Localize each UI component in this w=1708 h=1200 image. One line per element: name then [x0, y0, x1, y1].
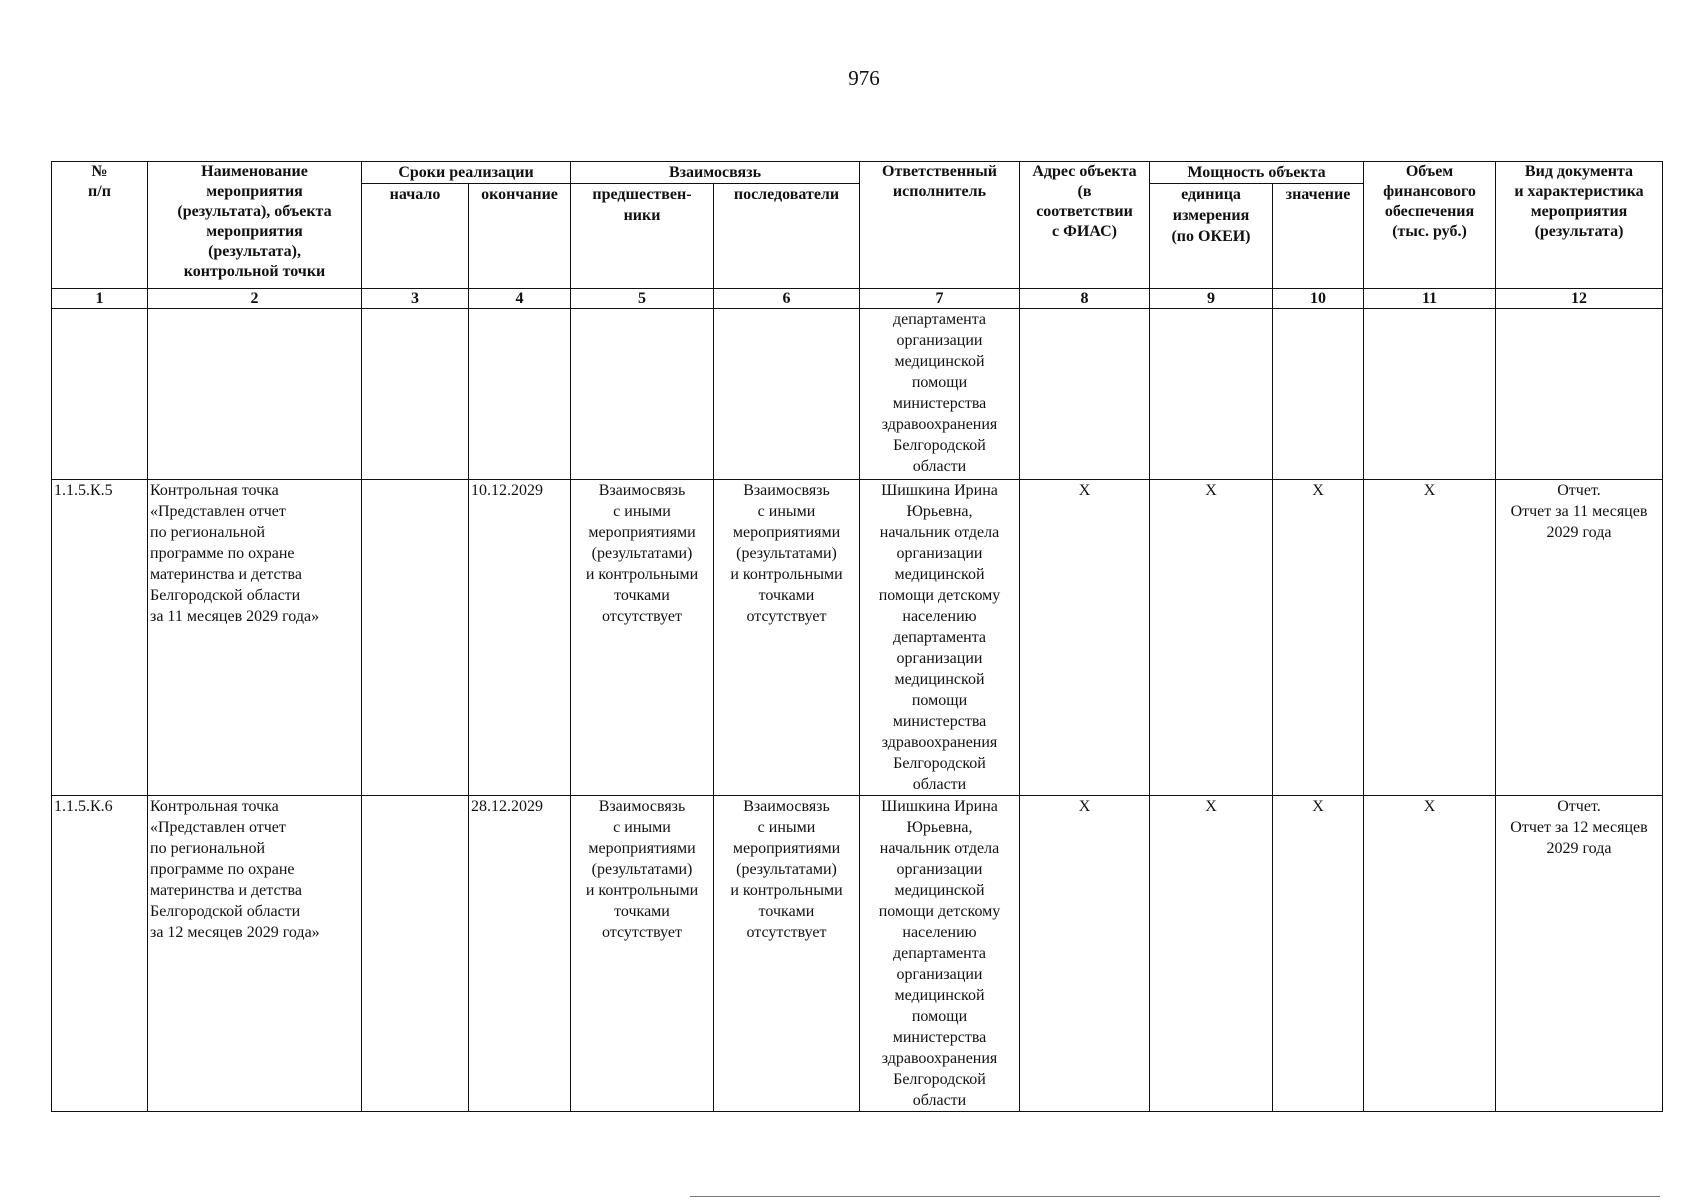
cell-doc-type: Отчет. Отчет за 12 месяцев 2029 года [1496, 796, 1663, 1112]
header-doc-type: Вид документа и характеристика мероприятия (результата) [1496, 162, 1663, 289]
cell-responsible: Шишкина Ирина Юрьевна, начальник отдела организации медицинской помощи детскому населению департамента организации медицинской помощи министерства здравоохранения Белгородской области [860, 480, 1020, 796]
column-number: 8 [1020, 289, 1150, 309]
table-row [52, 796, 1663, 1112]
column-number: 3 [362, 289, 469, 309]
cell-unit: Х [1150, 480, 1273, 796]
cell-end: 10.12.2029 [469, 480, 571, 796]
header-num: № п/п [52, 162, 148, 289]
cell-successors: Взаимосвязь с иными мероприятиями (результатами) и контрольными точками отсутствует [714, 796, 860, 1112]
column-number: 4 [469, 289, 571, 309]
cell-responsible: Шишкина Ирина Юрьевна, начальник отдела организации медицинской помощи детскому населению департамента организации медицинской помощи министерства здравоохранения Белгородской области [860, 796, 1020, 1112]
header-funding: Объем финансового обеспечения (тыс. руб.) [1364, 162, 1496, 289]
header-capacity: Мощность объекта [1150, 162, 1364, 184]
header-terms: Сроки реализации [362, 162, 571, 184]
column-number: 7 [860, 289, 1020, 309]
cell-predecessors: Взаимосвязь с иными мероприятиями (результатами) и контрольными точками отсутствует [571, 480, 714, 796]
footer-divider [690, 1196, 1660, 1197]
header-relation: Взаимосвязь [571, 162, 860, 184]
cell-start [362, 796, 469, 1112]
column-number: 1 [52, 289, 148, 309]
column-number: 11 [1364, 289, 1496, 309]
column-number: 10 [1273, 289, 1364, 309]
cell-empty [1150, 309, 1273, 480]
cell-empty [1273, 309, 1364, 480]
cell-value: Х [1273, 796, 1364, 1112]
cell-num: 1.1.5.К.5 [52, 480, 148, 796]
column-number: 5 [571, 289, 714, 309]
cell-start [362, 480, 469, 796]
header-start: начало [362, 184, 469, 289]
cell-empty [469, 309, 571, 480]
header-unit: единица измерения (по ОКЕИ) [1150, 184, 1273, 289]
cell-empty [714, 309, 860, 480]
plan-table [51, 161, 1663, 1112]
cell-end: 28.12.2029 [469, 796, 571, 1112]
cell-num: 1.1.5.К.6 [52, 796, 148, 1112]
cell-funding: Х [1364, 480, 1496, 796]
cell-name: Контрольная точка «Представлен отчет по региональной программе по охране материнства и детства Белгородской области за 12 месяцев 2029 года» [148, 796, 362, 1112]
cell-unit: Х [1150, 796, 1273, 1112]
cell-predecessors: Взаимосвязь с иными мероприятиями (результатами) и контрольными точками отсутствует [571, 796, 714, 1112]
cell-empty [148, 309, 362, 480]
header-end: окончание [469, 184, 571, 289]
cell-value: Х [1273, 480, 1364, 796]
cell-responsible: департамента организации медицинской помощи министерства здравоохранения Белгородской области [860, 309, 1020, 480]
cell-address: Х [1020, 796, 1150, 1112]
header-name: Наименование мероприятия (результата), объекта мероприятия (результата), контрольной точки [148, 162, 362, 289]
header-address: Адрес объекта (в соответствии с ФИАС) [1020, 162, 1150, 289]
column-number: 2 [148, 289, 362, 309]
cell-successors: Взаимосвязь с иными мероприятиями (результатами) и контрольными точками отсутствует [714, 480, 860, 796]
cell-empty [1020, 309, 1150, 480]
cell-empty [1496, 309, 1663, 480]
cell-empty [571, 309, 714, 480]
column-number: 6 [714, 289, 860, 309]
cell-empty [1364, 309, 1496, 480]
header-value: значение [1273, 184, 1364, 289]
cell-name: Контрольная точка «Представлен отчет по региональной программе по охране материнства и детства Белгородской области за 11 месяцев 2029 года» [148, 480, 362, 796]
header-responsible: Ответственный исполнитель [860, 162, 1020, 289]
cell-address: Х [1020, 480, 1150, 796]
cell-empty [52, 309, 148, 480]
cell-empty [362, 309, 469, 480]
cell-funding: Х [1364, 796, 1496, 1112]
table-row-continuation [52, 309, 1663, 480]
cell-doc-type: Отчет. Отчет за 11 месяцев 2029 года [1496, 480, 1663, 796]
column-number: 12 [1496, 289, 1663, 309]
table-row [52, 480, 1663, 796]
header-predecessors: предшествен- ники [571, 184, 714, 289]
page-number: 976 [848, 66, 880, 90]
column-number: 9 [1150, 289, 1273, 309]
header-successors: последователи [714, 184, 860, 289]
